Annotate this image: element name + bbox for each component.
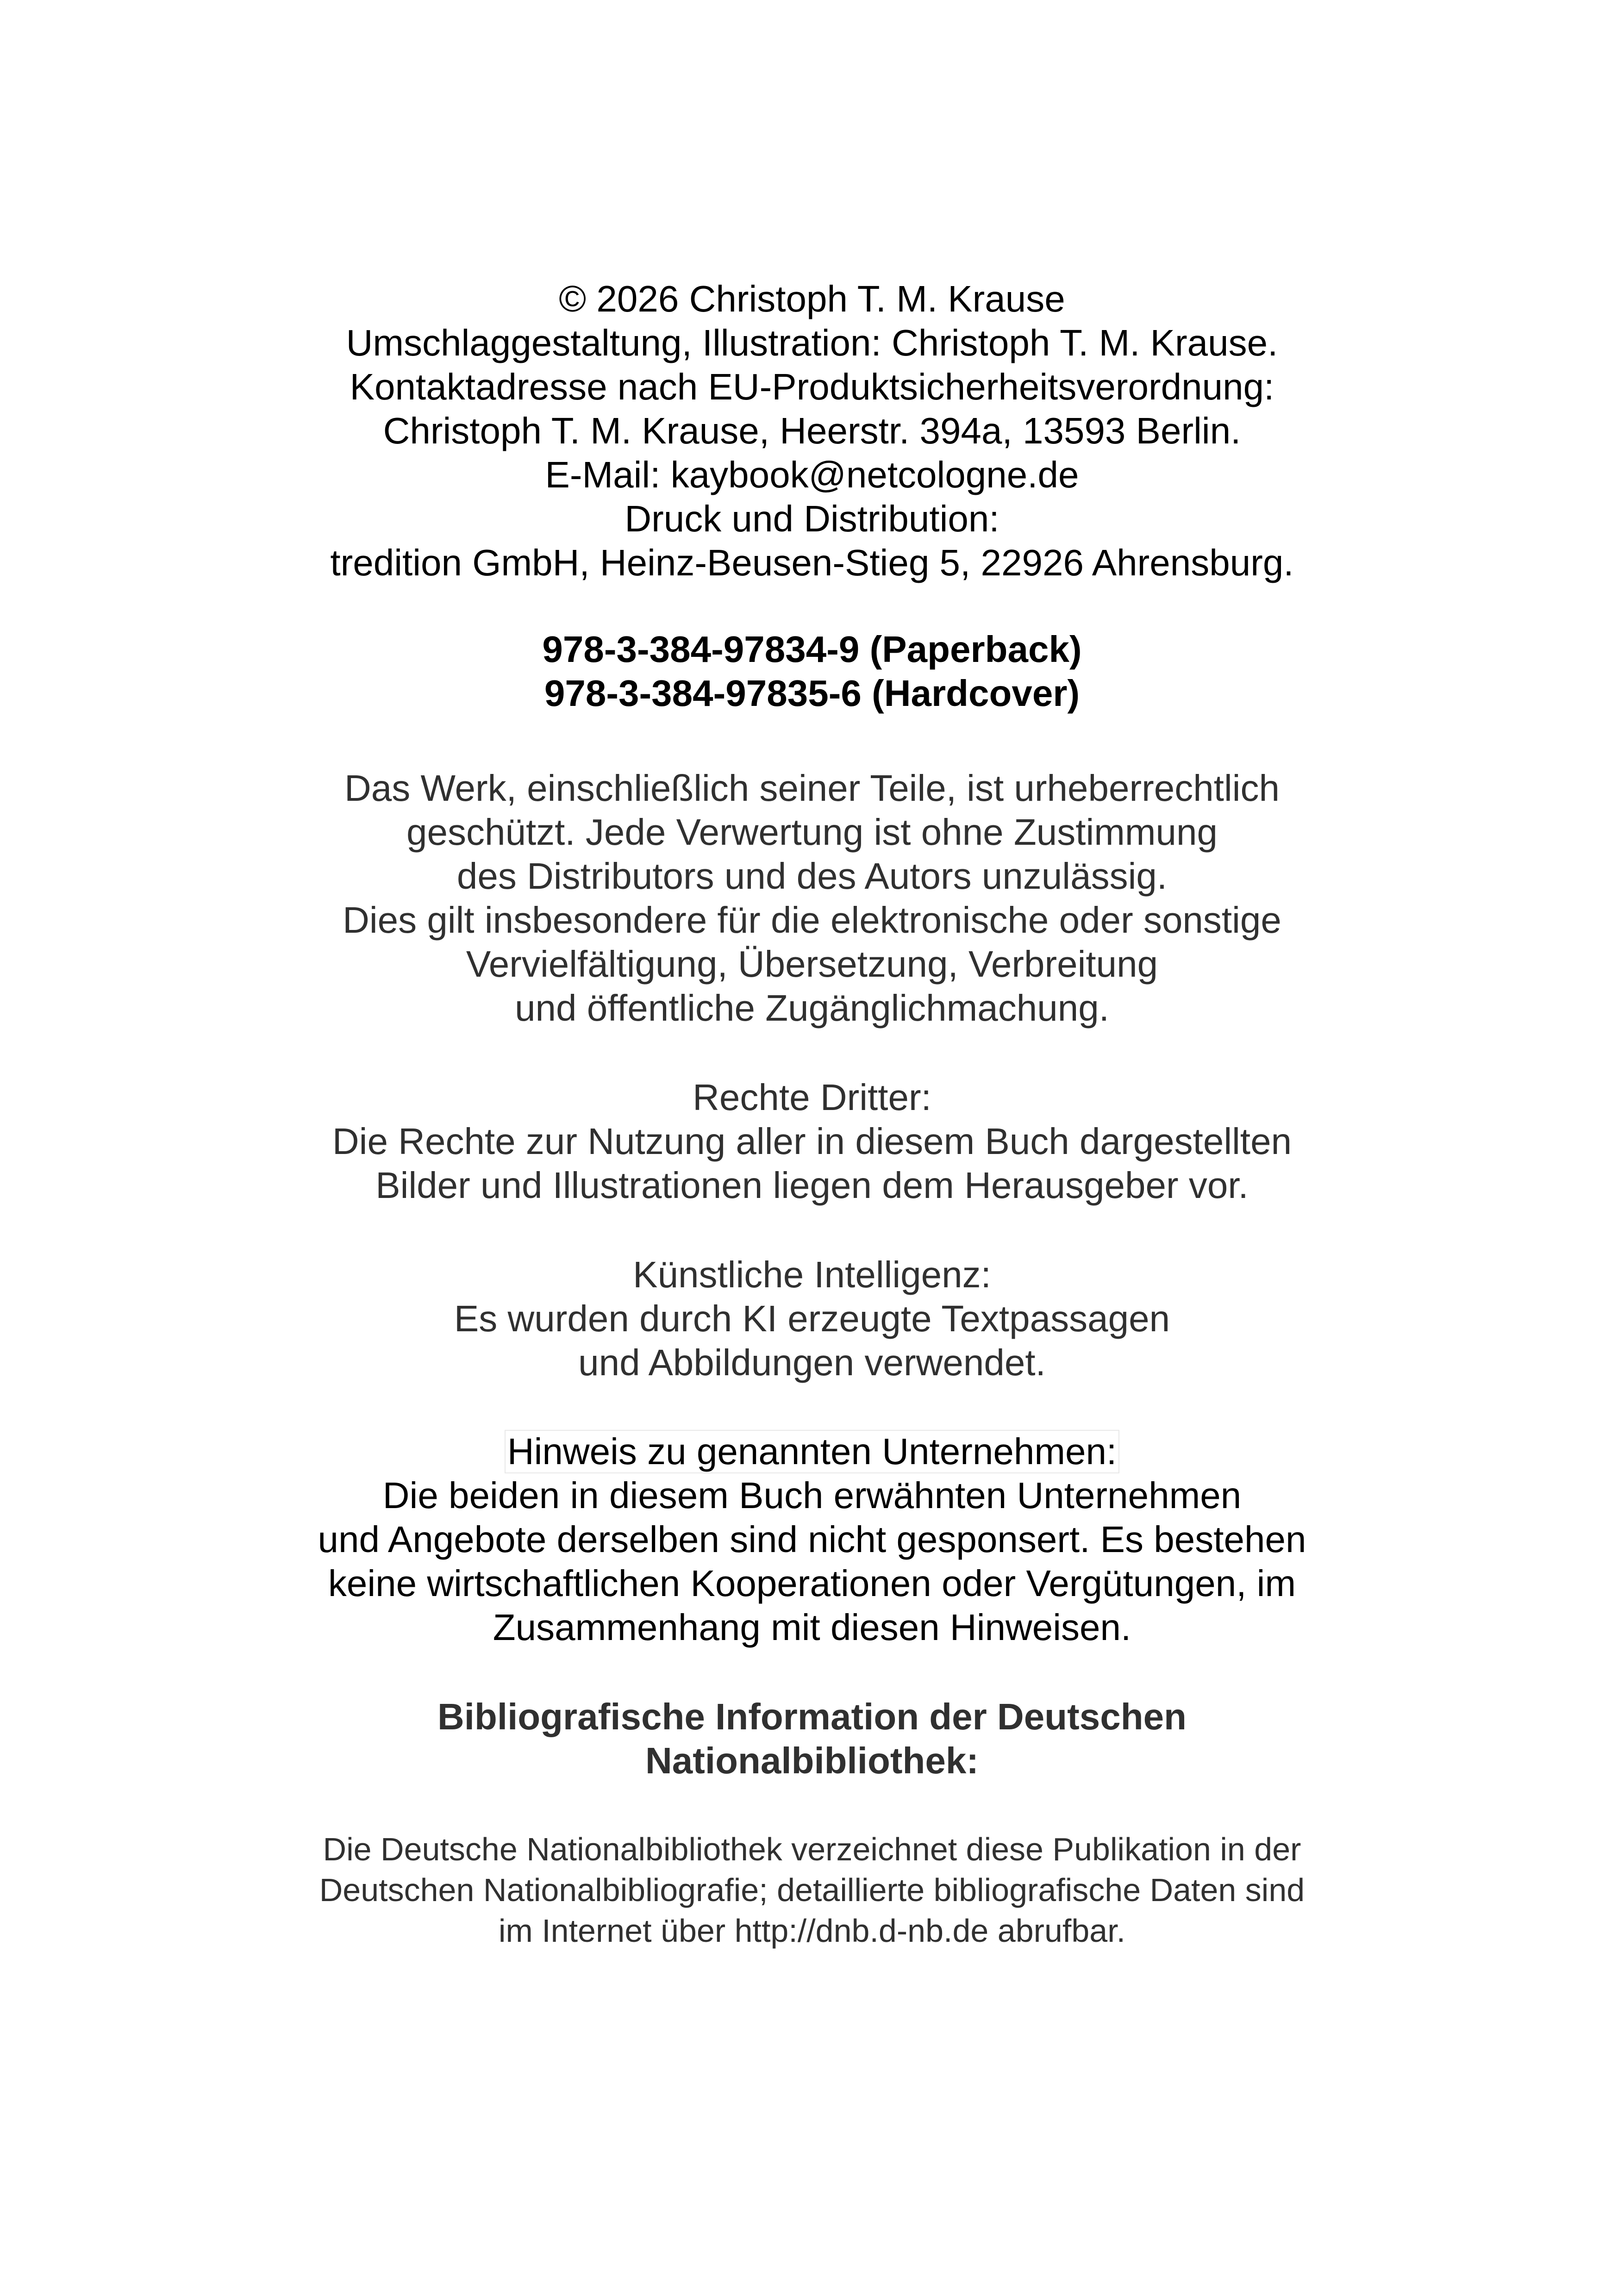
- company-notice-block: [0, 1430, 1624, 1649]
- company-notice-line: Zusammenhang mit diesen Hinweisen.: [493, 1607, 1131, 1648]
- third-party-rights-block: [0, 1075, 1624, 1207]
- imprint-content: [0, 277, 1624, 1951]
- copyright-notice-block: [0, 766, 1624, 1030]
- company-notice-line: Die beiden in diesem Buch erwähnten Unternehmen: [382, 1475, 1242, 1516]
- cover-design-line: Umschlaggestaltung, Illustration: Christoph T. M. Krause.: [346, 322, 1278, 363]
- bibliographic-line: Deutschen Nationalbibliografie; detaillierte bibliografische Daten sind: [319, 1872, 1305, 1908]
- isbn-block: [0, 627, 1624, 715]
- copyright-notice-line: Das Werk, einschließlich seiner Teile, ist urheberrechtlich: [344, 767, 1280, 809]
- contact-address-line: Christoph T. M. Krause, Heerstr. 394a, 13593 Berlin.: [383, 410, 1241, 451]
- distribution-address-line: tredition GmbH, Heinz-Beusen-Stieg 5, 22926 Ahrensburg.: [330, 542, 1294, 583]
- ai-notice-heading: Künstliche Intelligenz:: [633, 1254, 991, 1295]
- copyright-notice-line: und öffentliche Zugänglichmachung.: [515, 987, 1109, 1029]
- company-notice-line: keine wirtschaftlichen Kooperationen oder Vergütungen, im: [328, 1563, 1296, 1604]
- distribution-heading-line: Druck und Distribution:: [625, 498, 999, 539]
- contact-heading-line: Kontaktadresse nach EU-Produktsicherheitsverordnung:: [350, 366, 1274, 407]
- copyright-line: © 2026 Christoph T. M. Krause: [559, 278, 1065, 319]
- isbn-hardcover: 978-3-384-97835-6 (Hardcover): [544, 673, 1080, 714]
- ai-notice-line: Es wurden durch KI erzeugte Textpassagen: [454, 1298, 1170, 1339]
- copyright-notice-line: geschützt. Jede Verwertung ist ohne Zustimmung: [406, 811, 1218, 853]
- isbn-paperback: 978-3-384-97834-9 (Paperback): [542, 629, 1082, 670]
- copyright-notice-line: Vervielfältigung, Übersetzung, Verbreitung: [466, 943, 1158, 985]
- third-party-rights-line: Die Rechte zur Nutzung aller in diesem Buch dargestellten: [332, 1121, 1292, 1162]
- bibliographic-heading: Nationalbibliothek:: [645, 1740, 979, 1781]
- bibliographic-heading: Bibliografische Information der Deutschen: [437, 1696, 1187, 1737]
- bibliographic-line: im Internet über http://dnb.d-nb.de abrufbar.: [498, 1913, 1126, 1949]
- ai-notice-block: [0, 1253, 1624, 1384]
- third-party-rights-heading: Rechte Dritter:: [693, 1077, 931, 1118]
- imprint-block: [0, 277, 1624, 585]
- bibliographic-line: Die Deutsche Nationalbibliothek verzeichnet diese Publikation in der: [323, 1831, 1301, 1867]
- copyright-notice-line: des Distributors und des Autors unzulässig.: [456, 855, 1168, 897]
- bibliographic-text-block: [0, 1829, 1624, 1951]
- third-party-rights-line: Bilder und Illustrationen liegen dem Herausgeber vor.: [375, 1165, 1249, 1206]
- ai-notice-line: und Abbildungen verwendet.: [578, 1342, 1046, 1383]
- email-line: E-Mail: kaybook@netcologne.de: [545, 454, 1079, 495]
- copyright-notice-line: Dies gilt insbesondere für die elektronische oder sonstige: [343, 899, 1281, 941]
- company-notice-heading: Hinweis zu genannten Unternehmen:: [505, 1430, 1119, 1473]
- bibliographic-heading-block: [0, 1695, 1624, 1783]
- company-notice-line: und Angebote derselben sind nicht gesponsert. Es bestehen: [318, 1519, 1306, 1560]
